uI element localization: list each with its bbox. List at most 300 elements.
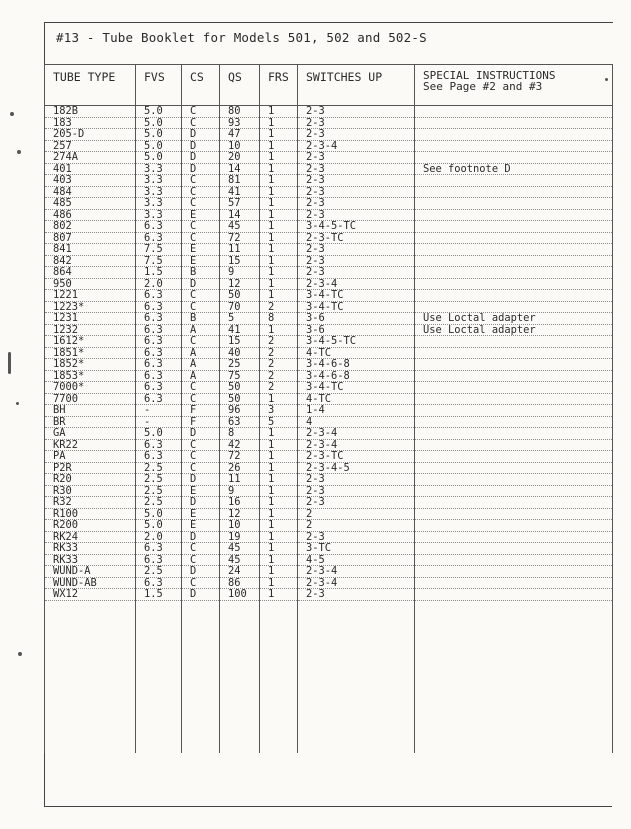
cell-frs: 1 [260,117,298,129]
cell-cs: C [182,198,220,210]
cell-qs: 93 [220,117,260,129]
cell-frs: 5 [260,416,298,428]
table-row [45,359,613,371]
margin-speck [8,352,11,374]
cell-special-instructions [415,186,613,198]
cell-switches-up: 4 [298,416,415,428]
cell-cs: C [182,439,220,451]
cell-special-instructions [415,508,613,520]
cell-tube-type: 1221 [45,290,136,302]
cell-special-instructions [415,462,613,474]
table-row [45,278,613,290]
cell-special-instructions [415,543,613,555]
cell-frs: 1 [260,152,298,164]
cell-switches-up: 2-3-4 [298,566,415,578]
cell-fvs: 2.5 [136,485,182,497]
table-row [45,198,613,210]
cell-special-instructions [415,209,613,221]
cell-special-instructions [415,290,613,302]
table-row [45,554,613,566]
cell-switches-up: 3-4-6-8 [298,359,415,371]
cell-fvs: - [136,405,182,417]
cell-cs: C [182,393,220,405]
cell-special-instructions [415,198,613,210]
cell-switches-up: 2-3 [298,209,415,221]
cell-fvs: 6.3 [136,290,182,302]
cell-cs: E [182,485,220,497]
header-cs: CS [182,65,220,106]
cell-switches-up: 3-4-TC [298,301,415,313]
cell-tube-type: 486 [45,209,136,221]
cell-special-instructions: See footnote D [415,163,613,175]
cell-tube-type: P2R [45,462,136,474]
cell-cs: C [182,175,220,187]
cell-fvs: 5.0 [136,140,182,152]
cell-switches-up: 2-3 [298,186,415,198]
margin-speck [17,150,21,154]
cell-cs: A [182,347,220,359]
cell-switches-up: 3-4-6-8 [298,370,415,382]
cell-frs: 1 [260,393,298,405]
cell-qs: 41 [220,324,260,336]
cell-frs: 1 [260,497,298,509]
cell-frs: 1 [260,451,298,463]
cell-switches-up: 2-3-4 [298,278,415,290]
cell-fvs: 6.3 [136,301,182,313]
cell-qs: 15 [220,336,260,348]
cell-fvs: 5.0 [136,117,182,129]
cell-special-instructions [415,531,613,543]
cell-switches-up: 1-4 [298,405,415,417]
cell-cs: C [182,554,220,566]
cell-frs: 1 [260,531,298,543]
cell-special-instructions [415,428,613,440]
cell-switches-up: 2-3 [298,497,415,509]
cell-special-instructions [415,267,613,279]
cell-tube-type: 274A [45,152,136,164]
cell-fvs: 3.3 [136,198,182,210]
table-row [45,347,613,359]
cell-cs: C [182,221,220,233]
header-frs: FRS [260,65,298,106]
cell-special-instructions [415,370,613,382]
cell-fvs: 6.3 [136,336,182,348]
cell-cs: D [182,129,220,141]
cell-cs: D [182,428,220,440]
cell-cs: A [182,359,220,371]
cell-frs: 1 [260,175,298,187]
cell-tube-type: 403 [45,175,136,187]
cell-switches-up: 4-5 [298,554,415,566]
cell-switches-up: 2 [298,508,415,520]
cell-qs: 14 [220,209,260,221]
cell-cs: C [182,301,220,313]
cell-tube-type: R200 [45,520,136,532]
cell-tube-type: BR [45,416,136,428]
table-row [45,313,613,325]
cell-tube-type: 7000* [45,382,136,394]
margin-speck [10,112,14,116]
cell-switches-up: 2-3 [298,474,415,486]
cell-special-instructions [415,485,613,497]
cell-tube-type: R20 [45,474,136,486]
table-row [45,244,613,256]
cell-switches-up: 3-4-TC [298,382,415,394]
cell-qs: 45 [220,554,260,566]
cell-cs: C [182,186,220,198]
cell-qs: 9 [220,485,260,497]
cell-fvs: 6.3 [136,221,182,233]
cell-fvs: 3.3 [136,175,182,187]
cell-switches-up: 2-3 [298,589,415,601]
table-row [45,209,613,221]
table-row [45,175,613,187]
cell-cs: D [182,566,220,578]
cell-fvs: 3.3 [136,186,182,198]
table-row [45,451,613,463]
cell-qs: 72 [220,451,260,463]
cell-qs: 11 [220,474,260,486]
cell-frs: 1 [260,474,298,486]
cell-switches-up: 3-6 [298,324,415,336]
cell-qs: 50 [220,382,260,394]
cell-switches-up: 2-3 [298,244,415,256]
cell-cs: D [182,278,220,290]
cell-fvs: 5.0 [136,129,182,141]
cell-special-instructions [415,497,613,509]
cell-fvs: 2.0 [136,278,182,290]
margin-speck [18,652,22,656]
page-title: #13 - Tube Booklet for Models 501, 502 and 502-S [56,30,427,45]
table-row [45,152,613,164]
cell-cs: C [182,117,220,129]
cell-switches-up: 2-3-TC [298,451,415,463]
cell-switches-up: 3-TC [298,543,415,555]
cell-cs: E [182,508,220,520]
table-row [45,497,613,509]
table-row [45,462,613,474]
cell-switches-up: 2-3-4 [298,428,415,440]
cell-frs: 1 [260,428,298,440]
cell-special-instructions [415,382,613,394]
cell-tube-type: 1232 [45,324,136,336]
cell-fvs: 2.0 [136,531,182,543]
cell-cs: D [182,497,220,509]
cell-switches-up: 2-3-4 [298,439,415,451]
cell-qs: 72 [220,232,260,244]
cell-switches-up: 2-3 [298,255,415,267]
cell-fvs: 6.3 [136,359,182,371]
cell-frs: 2 [260,336,298,348]
cell-frs: 1 [260,520,298,532]
cell-cs: F [182,416,220,428]
cell-qs: 26 [220,462,260,474]
cell-tube-type: 1852* [45,359,136,371]
cell-cs: C [182,543,220,555]
cell-frs: 1 [260,439,298,451]
cell-fvs: 1.5 [136,267,182,279]
cell-fvs: 6.3 [136,439,182,451]
cell-qs: 41 [220,186,260,198]
cell-fvs: 5.0 [136,106,182,118]
cell-frs: 1 [260,255,298,267]
cell-qs: 80 [220,106,260,118]
cell-tube-type: 842 [45,255,136,267]
cell-frs: 1 [260,485,298,497]
cell-qs: 16 [220,497,260,509]
header-special-instructions [415,65,613,106]
cell-tube-type: 401 [45,163,136,175]
cell-cs: E [182,244,220,256]
cell-special-instructions: Use Loctal adapter [415,313,613,325]
table-row [45,508,613,520]
cell-fvs: 5.0 [136,152,182,164]
cell-frs: 1 [260,290,298,302]
cell-special-instructions [415,577,613,589]
cell-tube-type: 7700 [45,393,136,405]
cell-qs: 40 [220,347,260,359]
cell-tube-type: WUND-A [45,566,136,578]
cell-tube-type: RK33 [45,543,136,555]
cell-cs: D [182,163,220,175]
margin-speck [16,402,19,405]
cell-cs: B [182,267,220,279]
cell-qs: 45 [220,543,260,555]
table-row [45,405,613,417]
table-body [45,106,613,601]
cell-cs: D [182,140,220,152]
table-row [45,566,613,578]
cell-tube-type: 864 [45,267,136,279]
cell-tube-type: WX12 [45,589,136,601]
cell-special-instructions [415,221,613,233]
cell-special-instructions [415,152,613,164]
cell-fvs: 1.5 [136,589,182,601]
cell-cs: C [182,106,220,118]
cell-tube-type: R100 [45,508,136,520]
cell-tube-type: PA [45,451,136,463]
cell-tube-type: RK33 [45,554,136,566]
cell-qs: 20 [220,152,260,164]
cell-special-instructions [415,232,613,244]
cell-qs: 45 [220,221,260,233]
cell-special-instructions [415,244,613,256]
cell-frs: 1 [260,324,298,336]
cell-cs: D [182,589,220,601]
table-row [45,290,613,302]
cell-frs: 1 [260,232,298,244]
cell-special-instructions [415,416,613,428]
cell-cs: A [182,324,220,336]
table-row [45,129,613,141]
cell-frs: 2 [260,359,298,371]
tube-data-table [44,64,613,753]
cell-fvs: 7.5 [136,244,182,256]
cell-special-instructions [415,393,613,405]
cell-tube-type: 1223* [45,301,136,313]
cell-qs: 50 [220,393,260,405]
table-row [45,324,613,336]
cell-frs: 1 [260,221,298,233]
cell-cs: C [182,577,220,589]
cell-special-instructions [415,336,613,348]
cell-cs: D [182,152,220,164]
cell-cs: D [182,531,220,543]
cell-special-instructions [415,520,613,532]
cell-special-instructions [415,278,613,290]
cell-switches-up: 2 [298,520,415,532]
cell-cs: F [182,405,220,417]
cell-fvs: 6.3 [136,451,182,463]
cell-tube-type: R32 [45,497,136,509]
cell-tube-type: 950 [45,278,136,290]
table-row [45,163,613,175]
cell-tube-type: 183 [45,117,136,129]
cell-tube-type: 205-D [45,129,136,141]
cell-qs: 57 [220,198,260,210]
cell-tube-type: 802 [45,221,136,233]
cell-frs: 1 [260,267,298,279]
cell-qs: 86 [220,577,260,589]
cell-fvs: 6.3 [136,393,182,405]
cell-switches-up: 2-3-4 [298,140,415,152]
cell-special-instructions [415,140,613,152]
header-qs: QS [220,65,260,106]
cell-frs: 1 [260,186,298,198]
cell-switches-up: 2-3 [298,106,415,118]
cell-switches-up: 2-3 [298,175,415,187]
header-special-line1: SPECIAL INSTRUCTIONS [423,69,556,82]
cell-switches-up: 3-4-5-TC [298,336,415,348]
cell-switches-up: 2-3 [298,129,415,141]
cell-special-instructions: Use Loctal adapter [415,324,613,336]
cell-fvs: 6.3 [136,347,182,359]
cell-special-instructions [415,589,613,601]
table-row [45,140,613,152]
cell-special-instructions [415,359,613,371]
table-row [45,117,613,129]
cell-tube-type: 1612* [45,336,136,348]
cell-qs: 11 [220,244,260,256]
cell-special-instructions [415,566,613,578]
cell-switches-up: 2-3 [298,485,415,497]
cell-tube-type: 1853* [45,370,136,382]
cell-cs: C [182,290,220,302]
cell-qs: 9 [220,267,260,279]
table-row [45,186,613,198]
table-row [45,531,613,543]
cell-switches-up: 2-3 [298,531,415,543]
cell-special-instructions [415,347,613,359]
table-row [45,221,613,233]
cell-qs: 10 [220,520,260,532]
cell-switches-up: 2-3 [298,163,415,175]
cell-frs: 2 [260,382,298,394]
cell-fvs: 6.3 [136,554,182,566]
cell-qs: 12 [220,278,260,290]
cell-frs: 1 [260,589,298,601]
cell-qs: 47 [220,129,260,141]
cell-frs: 1 [260,577,298,589]
cell-qs: 70 [220,301,260,313]
cell-frs: 1 [260,462,298,474]
cell-frs: 1 [260,508,298,520]
cell-switches-up: 2-3-TC [298,232,415,244]
table-row [45,255,613,267]
cell-switches-up: 2-3 [298,117,415,129]
cell-frs: 1 [260,106,298,118]
header-fvs: FVS [136,65,182,106]
cell-tube-type: 182B [45,106,136,118]
cell-qs: 50 [220,290,260,302]
cell-special-instructions [415,106,613,118]
cell-qs: 81 [220,175,260,187]
cell-fvs: 6.3 [136,370,182,382]
cell-switches-up: 3-4-5-TC [298,221,415,233]
cell-qs: 19 [220,531,260,543]
table-row [45,232,613,244]
cell-fvs: 6.3 [136,324,182,336]
bottom-rule [44,806,612,807]
cell-tube-type: 841 [45,244,136,256]
cell-special-instructions [415,129,613,141]
cell-tube-type: 485 [45,198,136,210]
cell-switches-up: 4-TC [298,347,415,359]
cell-qs: 8 [220,428,260,440]
cell-frs: 8 [260,313,298,325]
cell-frs: 1 [260,244,298,256]
cell-fvs: 3.3 [136,163,182,175]
header-special-line2: See Page #2 and #3 [423,80,543,93]
table-row [45,370,613,382]
cell-special-instructions [415,554,613,566]
cell-switches-up: 2-3 [298,152,415,164]
cell-special-instructions [415,474,613,486]
cell-special-instructions [415,439,613,451]
cell-switches-up: 2-3 [298,267,415,279]
cell-cs: C [182,462,220,474]
cell-frs: 2 [260,301,298,313]
cell-switches-up: 2-3-4 [298,577,415,589]
cell-cs: A [182,370,220,382]
table-row [45,416,613,428]
table-row [45,520,613,532]
cell-frs: 1 [260,163,298,175]
cell-tube-type: KR22 [45,439,136,451]
cell-fvs: - [136,416,182,428]
cell-switches-up: 4-TC [298,393,415,405]
cell-qs: 63 [220,416,260,428]
cell-special-instructions [415,405,613,417]
cell-cs: C [182,382,220,394]
cell-fvs: 7.5 [136,255,182,267]
blank-filler-row [45,600,613,753]
cell-frs: 1 [260,209,298,221]
table-row [45,336,613,348]
cell-qs: 25 [220,359,260,371]
cell-cs: D [182,474,220,486]
header-tube-type: TUBE TYPE [45,65,136,106]
table-row [45,543,613,555]
cell-qs: 12 [220,508,260,520]
cell-tube-type: 1231 [45,313,136,325]
header-row [45,65,613,106]
cell-fvs: 6.3 [136,577,182,589]
cell-qs: 24 [220,566,260,578]
cell-fvs: 2.5 [136,566,182,578]
cell-tube-type: RK24 [45,531,136,543]
cell-qs: 10 [220,140,260,152]
